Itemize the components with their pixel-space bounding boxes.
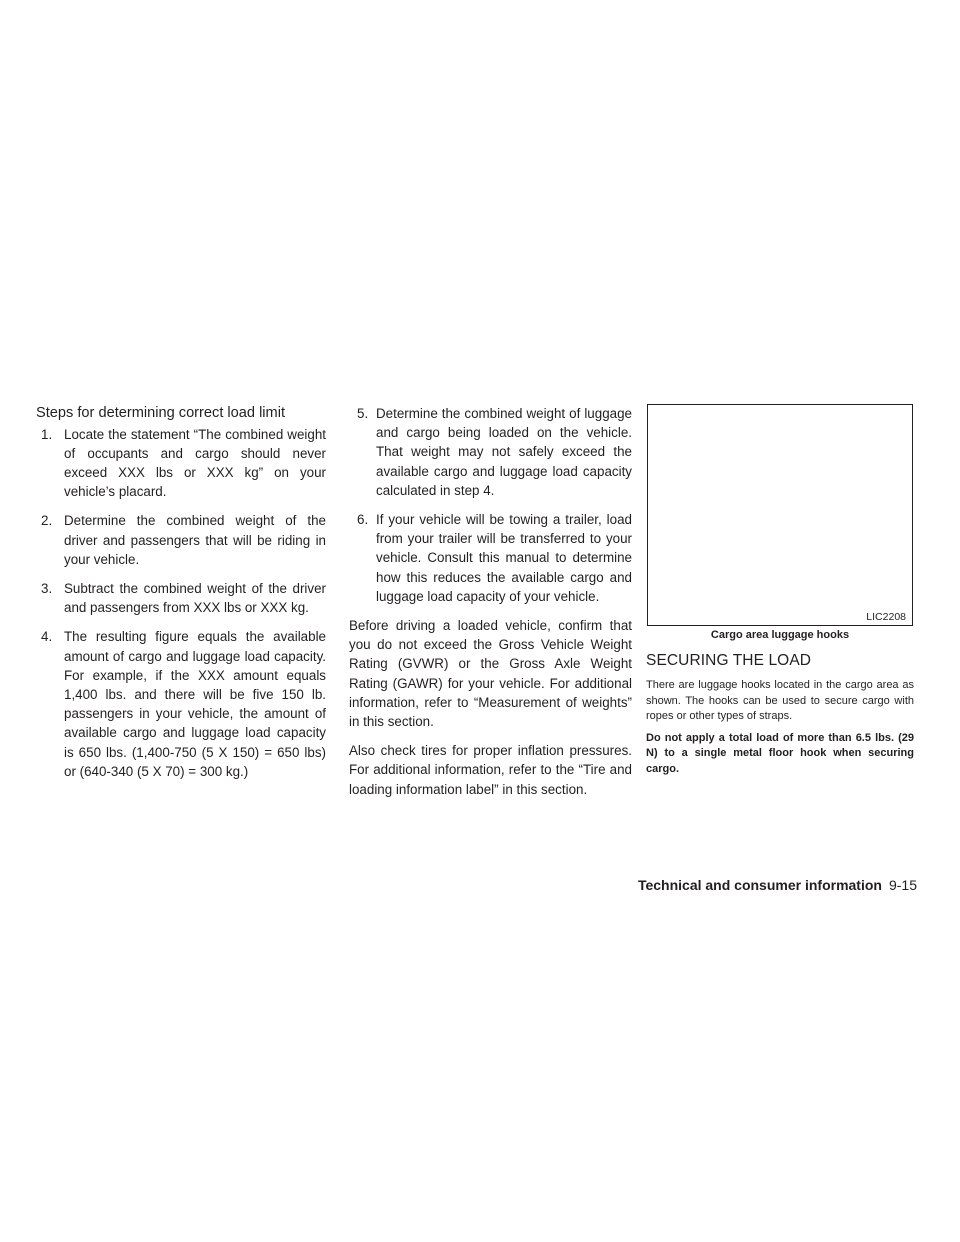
left-column xyxy=(36,404,326,791)
steps-list-middle xyxy=(349,404,632,606)
paragraph-inflation: Also check tires for proper inflation pressures. For additional information, refer to the “Tire and loading information label” in this section. xyxy=(349,743,632,797)
step-text: Determine the combined weight of the driver and passengers that will be riding in your vehicle. xyxy=(64,513,326,567)
step-text: Locate the statement “The combined weight of occupants and cargo should never exceed XXX lbs or XXX kg” on your vehicle’s placard. xyxy=(64,426,326,500)
step-number: 6. xyxy=(357,512,369,528)
warning-text: Do not apply a total load of more than 6.5 lbs. (29 N) to a single metal floor hook when securing cargo. xyxy=(646,731,914,775)
figure-code: LIC2208 xyxy=(866,611,906,623)
right-column xyxy=(646,404,914,784)
step-number: 4. xyxy=(41,629,53,645)
step-text: If your vehicle will be towing a trailer, load from your trailer will be transferred to your vehicle. Consult this manual to determine how this reduces the available cargo and luggage load capacity of your vehicle. xyxy=(376,512,632,604)
list-item xyxy=(36,627,326,781)
list-item xyxy=(36,425,326,502)
section-title: SECURING THE LOAD xyxy=(646,652,812,669)
list-item xyxy=(36,579,326,617)
footer-section-title: Technical and consumer information xyxy=(637,877,882,893)
subheading: Steps for determining correct load limit xyxy=(36,405,286,421)
step-text: Subtract the combined weight of the driver and passengers from XXX lbs or XXX kg. xyxy=(64,580,326,616)
step-number: 1. xyxy=(41,426,53,442)
middle-column xyxy=(349,404,632,809)
step-number: 5. xyxy=(357,406,369,421)
step-number: 2. xyxy=(41,513,53,529)
step-text: The resulting figure equals the available amount of cargo and luggage load capacity. For example, if the XXX amount equals 1,400 lbs. and there will be five 150 lb. passengers in your vehicle, the amount of available cargo and luggage load capacity is 650 lbs. (1,400-750 (5 X 150) = 650 lbs) or (640-340 (5 X 70) = 300 kg.) xyxy=(64,629,326,779)
list-item xyxy=(36,511,326,569)
figure-frame xyxy=(647,404,913,626)
list-item xyxy=(349,510,632,606)
paragraph-gvwr: Before driving a loaded vehicle, confirm that you do not exceed the Gross Vehicle Weight Rating (GVWR) or the Gross Axle Weight Rating (GAWR) for your vehicle. For additional information, refer to “Measurement of weights” in this section. xyxy=(349,618,632,730)
page-number: 9-15 xyxy=(888,877,917,893)
body-text: There are luggage hooks located in the cargo area as shown. The hooks can be used to secure cargo with ropes or other types of straps. xyxy=(646,679,914,723)
steps-list-left xyxy=(36,425,326,781)
list-item xyxy=(349,404,632,500)
page-footer xyxy=(638,876,917,894)
step-number: 3. xyxy=(41,580,53,596)
step-text: Determine the combined weight of luggage and cargo being loaded on the vehicle. That weight may not safely exceed the available cargo and luggage load capacity calculated in step 4. xyxy=(376,406,632,498)
figure-caption: Cargo area luggage hooks xyxy=(710,629,850,641)
